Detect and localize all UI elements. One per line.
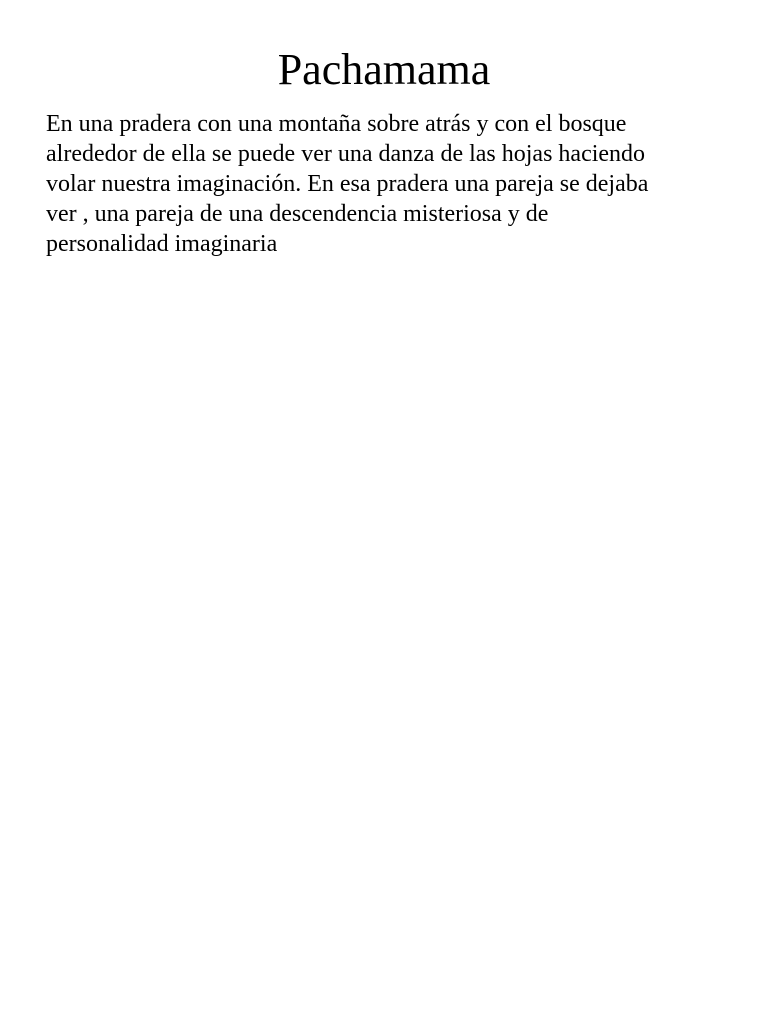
body-line: ver , una pareja de una descendencia misteriosa y de <box>46 201 549 227</box>
body-line: En una pradera con una montaña sobre atrás y con el bosque <box>46 111 627 137</box>
body-line: volar nuestra imaginación. En esa pradera una pareja se dejaba <box>46 171 649 197</box>
body-line: personalidad imaginaria <box>46 231 278 257</box>
body-line: alrededor de ella se puede ver una danza de las hojas haciendo <box>46 141 646 167</box>
document-title: Pachamama <box>277 45 491 94</box>
document-body-paragraph <box>46 109 736 259</box>
